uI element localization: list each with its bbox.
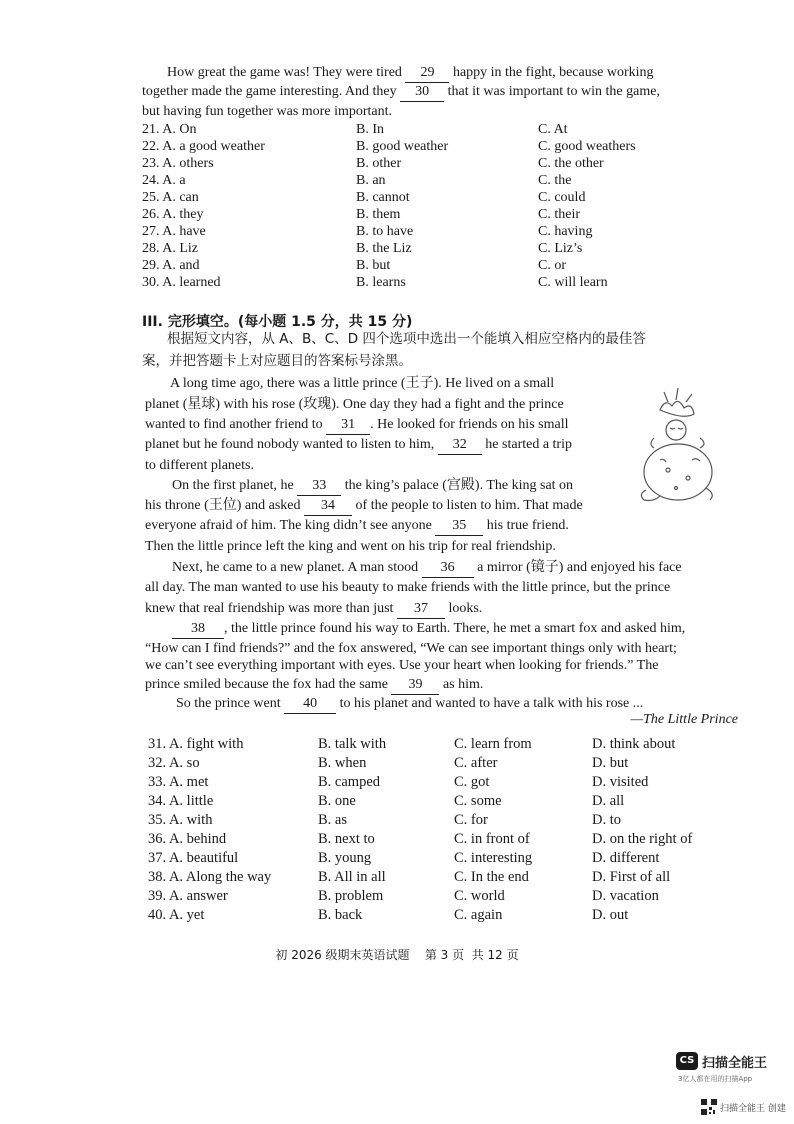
option-row (148, 736, 748, 753)
blank-31: 31 (326, 415, 370, 435)
option-row (148, 888, 748, 905)
story-line: “How can I find friends?” and the fox answered, “We can see important things only with heart; (145, 641, 677, 656)
story-line: planet but he found nobody wanted to listen to him, 32 he started a trip (145, 435, 572, 455)
option-b: B. an (356, 173, 386, 188)
story-line: Then the little prince left the king and went on his trip for real friendship. (145, 539, 556, 554)
option-c: C. their (538, 207, 580, 222)
story-line: A long time ago, there was a little prince (王子). He lived on a small (170, 376, 555, 391)
option-c: C. interesting (454, 850, 533, 866)
option-row (142, 274, 742, 291)
option-c: C. In the end (454, 869, 529, 885)
intro-text: together made the game interesting. And they (142, 84, 397, 99)
option-d: D. think about (592, 736, 676, 752)
option-a: 26. A. they (142, 207, 204, 222)
story-line: Next, he came to a new planet. A man stood 36 a mirror (镜子) and enjoyed his face (172, 558, 682, 578)
option-row (148, 907, 748, 924)
story-line: 38 , the little prince found his way to Earth. There, he met a smart fox and asked him, (172, 619, 685, 639)
option-b: B. back (318, 907, 363, 923)
option-b: B. young (318, 850, 372, 866)
option-b: B. problem (318, 888, 384, 904)
option-b: B. when (318, 755, 367, 771)
option-c: C. for (454, 812, 488, 828)
option-c: C. in front of (454, 831, 530, 847)
option-row (142, 189, 742, 206)
watermark-brand: 扫描全能王 (702, 1056, 768, 1071)
option-row (142, 223, 742, 240)
option-c: C. learn from (454, 736, 532, 752)
option-b: B. cannot (356, 190, 410, 205)
blank-32: 32 (438, 435, 482, 455)
blank-40: 40 (284, 694, 336, 714)
option-row (148, 850, 748, 867)
story-line: all day. The man wanted to use his beauty to make friends with the little prince, but the prince (145, 580, 671, 595)
option-a: 35. A. with (148, 812, 213, 828)
blank-35: 35 (435, 516, 483, 536)
option-a: 39. A. answer (148, 888, 228, 904)
option-a: 38. A. Along the way (148, 869, 272, 885)
option-row (148, 793, 748, 810)
option-d: D. out (592, 907, 629, 923)
option-a: 25. A. can (142, 190, 199, 205)
option-a: 33. A. met (148, 774, 209, 790)
option-d: D. visited (592, 774, 649, 790)
instruction-line-1: 根据短文内容，从 A、B、C、D 四个选项中选出一个能填入相应空格内的最佳答 (167, 331, 646, 347)
intro-text: How great the game was! They were tired (167, 65, 402, 80)
option-a: 32. A. so (148, 755, 200, 771)
option-c: C. or (538, 258, 566, 273)
option-a: 24. A. a (142, 173, 186, 188)
watermark-created: 扫描全能王 创建 (720, 1104, 786, 1114)
option-b: B. good weather (356, 139, 449, 154)
qr-code-icon (700, 1098, 718, 1116)
little-prince-illustration (630, 380, 730, 510)
option-d: D. all (592, 793, 625, 809)
option-d: D. to (592, 812, 621, 828)
blank-34: 34 (304, 496, 352, 516)
option-b: B. In (356, 122, 384, 137)
blank-29: 29 (405, 63, 449, 83)
option-a: 40. A. yet (148, 907, 205, 923)
intro-line-2 (142, 82, 660, 102)
option-d: D. but (592, 755, 629, 771)
intro-text: that it was important to win the game, (447, 84, 660, 99)
option-c: C. At (538, 122, 568, 137)
option-b: B. camped (318, 774, 381, 790)
option-c: C. could (538, 190, 586, 205)
intro-line-1 (167, 63, 654, 83)
option-a: 28. A. Liz (142, 241, 198, 256)
option-d: D. on the right of (592, 831, 693, 847)
option-row (142, 257, 742, 274)
story-line: On the first planet, he 33 the king’s palace (宫殿). The king sat on (172, 476, 573, 496)
option-row (142, 121, 742, 138)
option-a: 31. A. fight with (148, 736, 244, 752)
page-footer: 初 2026 级期末英语试题 第 3 页 共 12 页 (275, 948, 519, 962)
option-c: C. got (454, 774, 490, 790)
story-line: wanted to find another friend to 31 . He looked for friends on his small (145, 415, 568, 435)
blank-33: 33 (297, 476, 341, 496)
option-c: C. some (454, 793, 502, 809)
option-a: 37. A. beautiful (148, 850, 239, 866)
option-c: C. after (454, 755, 498, 771)
option-a: 36. A. behind (148, 831, 227, 847)
instruction-line-2: 案，并把答题卡上对应题目的答案标号涂黑。 (142, 353, 412, 369)
option-a: 29. A. and (142, 258, 200, 273)
story-source: —The Little Prince (630, 712, 738, 727)
story-line: knew that real friendship was more than just 37 looks. (145, 599, 482, 619)
blank-36: 36 (422, 558, 474, 578)
option-row (142, 240, 742, 257)
option-c: C. Liz’s (538, 241, 583, 256)
option-b: B. but (356, 258, 391, 273)
option-c: C. world (454, 888, 505, 904)
option-row (142, 206, 742, 223)
story-line: prince smiled because the fox had the same 39 as him. (145, 675, 483, 695)
option-a: 34. A. little (148, 793, 214, 809)
option-a: 21. A. On (142, 122, 197, 137)
option-b: B. next to (318, 831, 375, 847)
story-line: we can’t see everything important with eyes. Use your heart when looking for friends.” The (145, 658, 659, 673)
story-line: to different planets. (145, 458, 254, 473)
option-d: D. different (592, 850, 660, 866)
option-b: B. one (318, 793, 356, 809)
option-b: B. learns (356, 275, 406, 290)
option-a: 30. A. learned (142, 275, 221, 290)
option-row (142, 172, 742, 189)
option-b: B. the Liz (356, 241, 412, 256)
option-c: C. again (454, 907, 503, 923)
intro-text: happy in the fight, because working (452, 65, 654, 80)
story-line: planet (星球) with his rose (玫瑰). One day they had a fight and the prince (145, 397, 564, 412)
option-c: C. the (538, 173, 572, 188)
option-b: B. as (318, 812, 347, 828)
story-line: So the prince went 40 to his planet and wanted to have a talk with his rose ... (176, 694, 643, 714)
story-line: everyone afraid of him. The king didn’t see anyone 35 his true friend. (145, 516, 569, 536)
watermark-tagline: 3亿人都在用的扫描App (678, 1075, 753, 1083)
option-row (148, 869, 748, 886)
option-d: D. First of all (592, 869, 671, 885)
option-c: C. good weathers (538, 139, 636, 154)
story-line: his throne (王位) and asked 34 of the people to listen to him. That made (145, 496, 583, 516)
option-row (148, 831, 748, 848)
cs-logo-icon: CS (676, 1052, 698, 1070)
option-b: B. talk with (318, 736, 387, 752)
option-row (148, 755, 748, 772)
option-row (142, 138, 742, 155)
option-b: B. them (356, 207, 401, 222)
option-d: D. vacation (592, 888, 659, 904)
option-b: B. to have (356, 224, 414, 239)
option-a: 27. A. have (142, 224, 206, 239)
blank-30: 30 (400, 82, 444, 102)
option-b: B. other (356, 156, 402, 171)
option-row (148, 774, 748, 791)
blank-37: 37 (397, 599, 445, 619)
option-a: 22. A. a good weather (142, 139, 265, 154)
option-c: C. the other (538, 156, 604, 171)
section-title: III. 完形填空。(每小题 1.5 分，共 15 分) (142, 314, 413, 330)
intro-line-3: but having fun together was more important. (142, 104, 392, 119)
option-b: B. All in all (318, 869, 386, 885)
blank-38: 38 (172, 619, 224, 639)
option-a: 23. A. others (142, 156, 214, 171)
option-c: C. having (538, 224, 593, 239)
option-row (142, 155, 742, 172)
option-c: C. will learn (538, 275, 608, 290)
camscanner-watermark (676, 1050, 786, 1090)
option-row (148, 812, 748, 829)
blank-39: 39 (391, 675, 439, 695)
